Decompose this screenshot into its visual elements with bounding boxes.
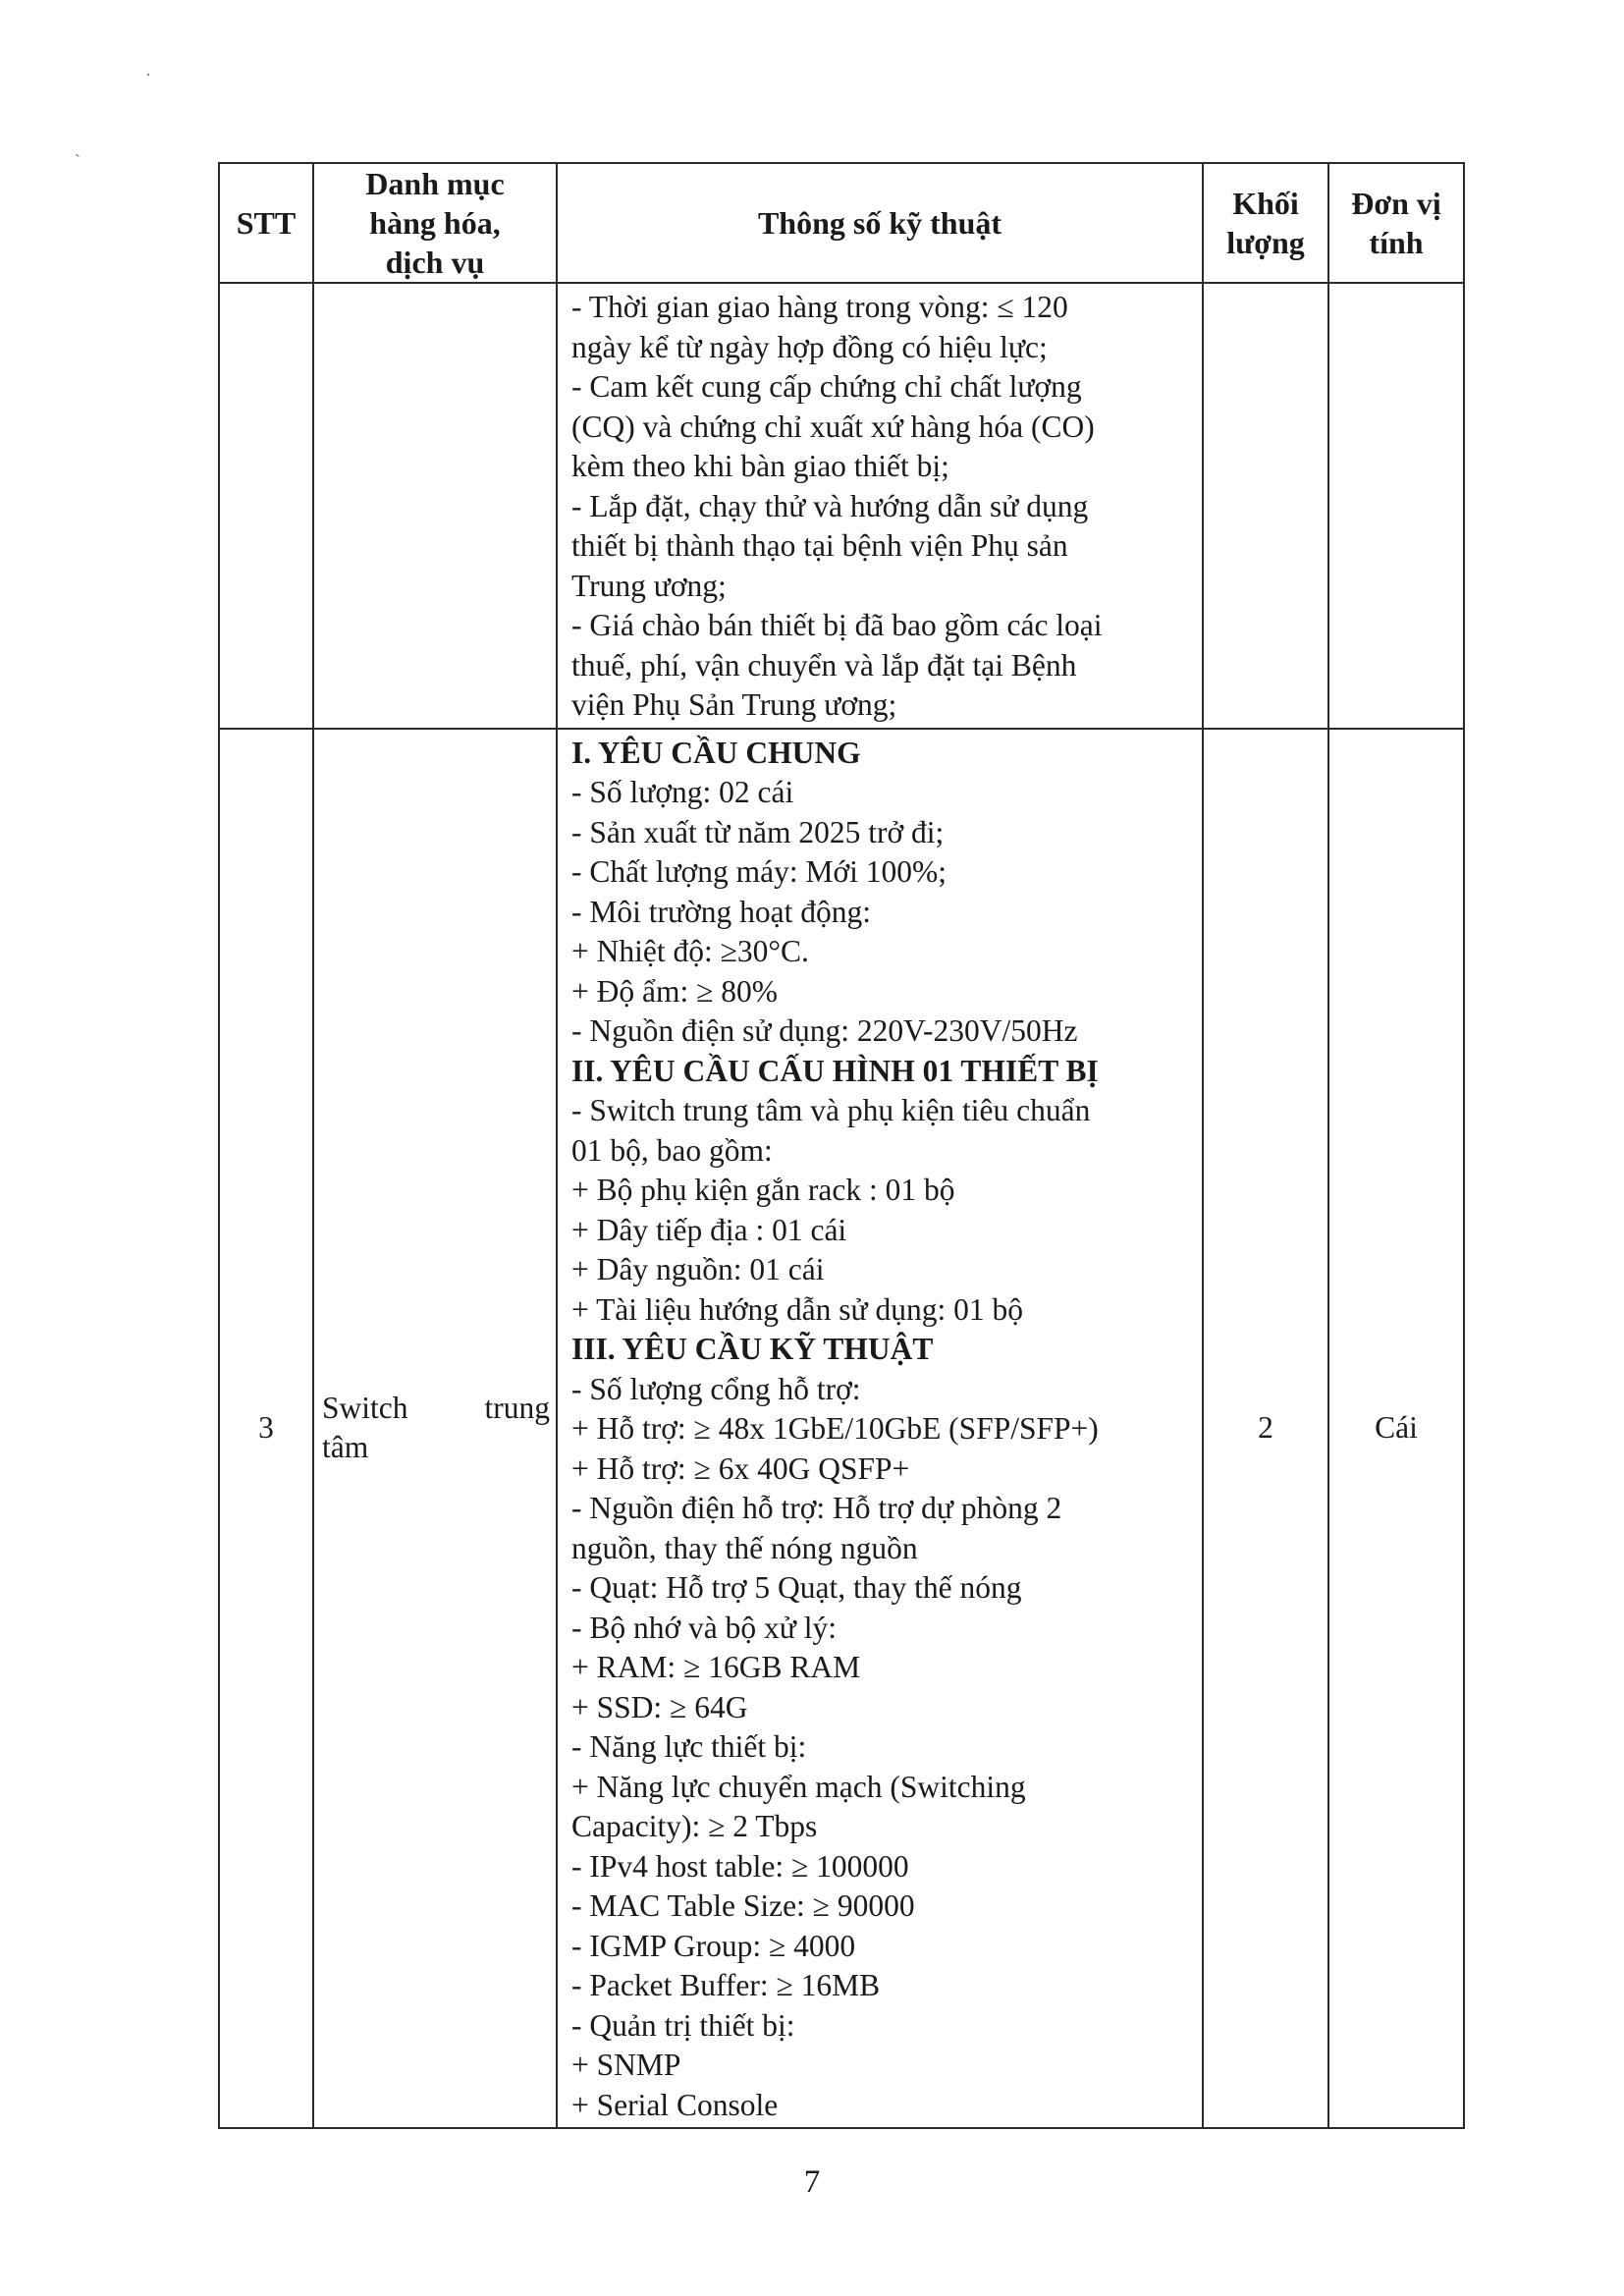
spec-line: + Dây tiếp địa : 01 cái [571, 1212, 847, 1247]
spec-line: - Quạt: Hỗ trợ 5 Quạt, thay thế nóng [571, 1570, 1022, 1605]
spec-line: Capacity): ≥ 2 Tbps [571, 1809, 818, 1843]
spec-line: 01 bộ, bao gồm: [571, 1132, 773, 1168]
spec-section-heading: III. YÊU CẦU KỸ THUẬT [571, 1332, 934, 1366]
spec-line: + Hỗ trợ: ≥ 6x 40G QSFP+ [571, 1450, 910, 1486]
spec-line: - Số lượng: 02 cái [571, 775, 794, 809]
header-unit-line: Đơn vị [1351, 186, 1441, 221]
spec-line: + SSD: ≥ 64G [571, 1689, 748, 1724]
spec-line: - Switch trung tâm và phụ kiện tiêu chuẩn [571, 1093, 1091, 1127]
header-quantity [1203, 163, 1328, 283]
spec-line: - IGMP Group: ≥ 4000 [571, 1928, 856, 1963]
spec-line: (CQ) và chứng chỉ xuất xứ hàng hóa (CO) [571, 409, 1095, 444]
table-row-item [219, 729, 1464, 2129]
spec-line: - Packet Buffer: ≥ 16MB [571, 1968, 881, 2002]
page-number: 7 [803, 2164, 821, 2200]
spec-line: + Năng lực chuyển mạch (Switching [571, 1769, 1026, 1804]
header-goods-line: dịch vụ [385, 245, 485, 280]
spec-list-continued [571, 288, 1192, 726]
cell-item-name [313, 729, 557, 2129]
cell-name-empty [313, 283, 557, 729]
spec-line: + Nhiệt độ: ≥30°C. [571, 934, 809, 968]
spec-line: - Môi trường hoạt động: [571, 894, 871, 929]
spec-line: thiết bị thành thạo tại bệnh viện Phụ sản [571, 528, 1068, 563]
spec-line: - Thời gian giao hàng trong vòng: ≤ 120 [571, 290, 1068, 324]
cell-quantity: 2 [1203, 729, 1328, 2129]
header-quantity-line: Khối [1232, 186, 1299, 221]
spec-line: - IPv4 host table: ≥ 100000 [571, 1848, 909, 1884]
spec-line: viện Phụ Sản Trung ương; [571, 687, 897, 722]
spec-line: - Quản trị thiết bị: [571, 2007, 795, 2043]
scan-speck-mark: · [145, 65, 151, 84]
header-stt: STT [219, 163, 313, 283]
spec-line: - Giá chào bán thiết bị đã bao gồm các loại [571, 608, 1103, 642]
header-unit [1328, 163, 1464, 283]
spec-line: + Bộ phụ kiện gắn rack : 01 bộ [571, 1173, 955, 1207]
cell-stt-empty [219, 283, 313, 729]
spec-line: - Nguồn điện hỗ trợ: Hỗ trợ dự phòng 2 [571, 1491, 1062, 1525]
item-name-line [322, 1389, 550, 1428]
spec-list-item [571, 734, 1192, 2126]
header-quantity-line: lượng [1226, 225, 1305, 260]
spec-line: - Bộ nhớ và bộ xử lý: [571, 1610, 837, 1645]
spec-line: - Lắp đặt, chạy thử và hướng dẫn sử dụng [571, 488, 1089, 523]
table-row-continued [219, 283, 1464, 729]
cell-quantity-empty [1203, 283, 1328, 729]
header-goods-line: Danh mục [365, 166, 505, 201]
header-specs: Thông số kỹ thuật [557, 163, 1203, 283]
spec-line: - Nguồn điện sử dụng: 220V-230V/50Hz [571, 1013, 1078, 1048]
spec-line: - Sản xuất từ năm 2025 trở đi; [571, 814, 945, 849]
spec-line: + Dây nguồn: 01 cái [571, 1252, 825, 1286]
spec-line: kèm theo khi bàn giao thiết bị; [571, 449, 949, 483]
spec-line: - MAC Table Size: ≥ 90000 [571, 1888, 915, 1923]
spec-line: + RAM: ≥ 16GB RAM [571, 1650, 861, 1684]
header-goods-line: hàng hóa, [369, 205, 501, 241]
table-header-row [219, 163, 1464, 283]
spec-line: - Số lượng cổng hỗ trợ: [571, 1371, 861, 1406]
spec-line: + Độ ẩm: ≥ 80% [571, 973, 779, 1009]
item-name-word: trung [484, 1391, 550, 1426]
spec-line: - Cam kết cung cấp chứng chỉ chất lượng [571, 369, 1082, 404]
cell-spec-item [557, 729, 1203, 2129]
scan-speck-mark: ˎ [75, 137, 81, 157]
header-unit-line: tính [1369, 225, 1424, 260]
specification-table [218, 162, 1465, 2129]
cell-unit-empty [1328, 283, 1464, 729]
spec-line: Trung ương; [571, 568, 727, 603]
spec-line: - Chất lượng máy: Mới 100%; [571, 854, 947, 889]
spec-line: + Serial Console [571, 2087, 779, 2122]
spec-line: ngày kể từ ngày hợp đồng có hiệu lực; [571, 329, 1048, 364]
cell-unit: Cái [1328, 729, 1464, 2129]
spec-line: + SNMP [571, 2048, 681, 2082]
spec-line: + Hỗ trợ: ≥ 48x 1GbE/10GbE (SFP/SFP+) [571, 1411, 1099, 1446]
header-goods [313, 163, 557, 283]
cell-spec-continued [557, 283, 1203, 729]
spec-section-heading: I. YÊU CẦU CHUNG [571, 735, 861, 770]
item-name-line: tâm [322, 1430, 369, 1465]
spec-line: - Năng lực thiết bị: [571, 1729, 807, 1764]
spec-line: nguồn, thay thế nóng nguồn [571, 1530, 918, 1565]
spec-line: + Tài liệu hướng dẫn sử dụng: 01 bộ [571, 1291, 1023, 1327]
spec-section-heading: II. YÊU CẦU CẤU HÌNH 01 THIẾT BỊ [571, 1053, 1099, 1088]
cell-stt: 3 [219, 729, 313, 2129]
spec-line: thuế, phí, vận chuyển và lắp đặt tại Bệnh [571, 647, 1077, 683]
item-name-word: Switch [322, 1391, 408, 1426]
